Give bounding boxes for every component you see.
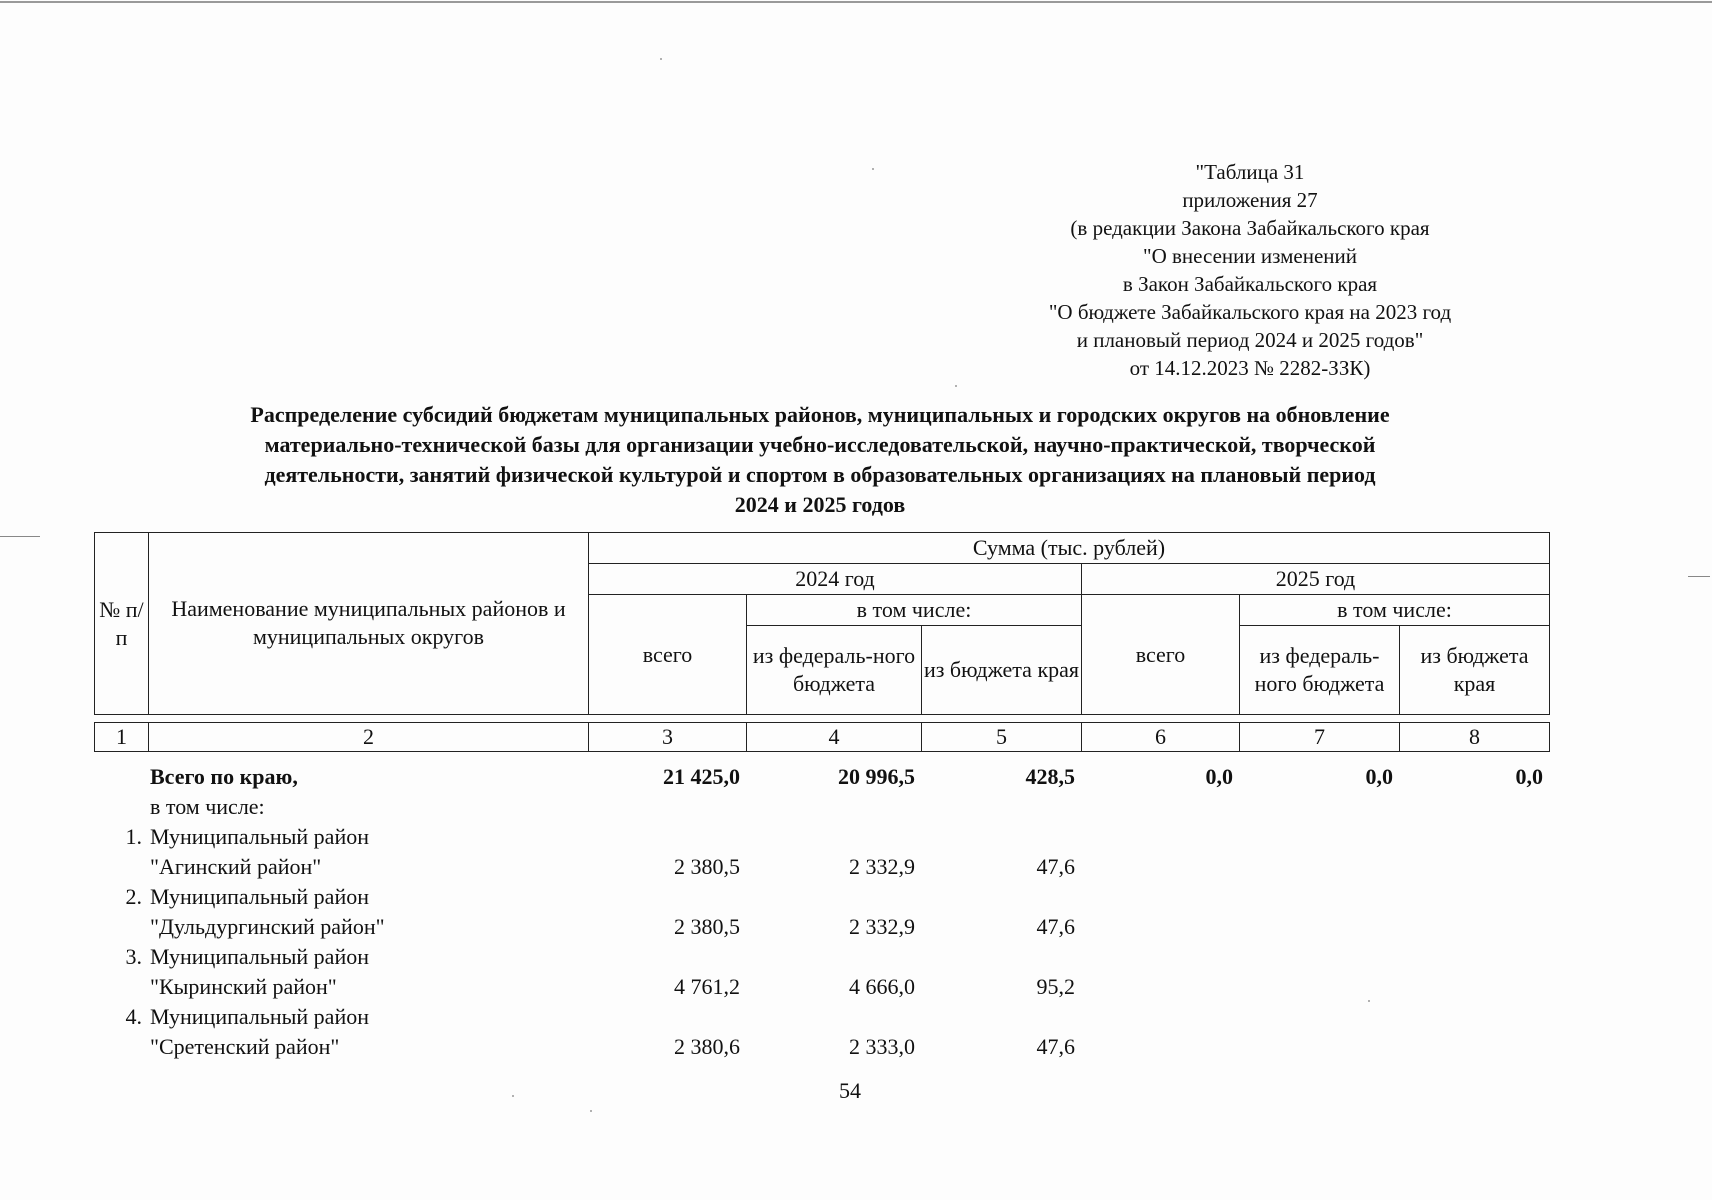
title-line: 2024 и 2025 годов (734, 492, 906, 517)
row-number: 3. (125, 944, 142, 969)
value-regional-2024: 95,2 (1036, 974, 1075, 999)
total-value: 20 996,5 (838, 764, 915, 789)
preamble-line: от 14.12.2023 № 2282-ЗЗК) (1129, 356, 1371, 380)
scan-left-mark (0, 536, 40, 537)
district-type: Муниципальный район (150, 824, 369, 849)
table-row (94, 822, 1549, 852)
value-total-2024: 2 380,5 (674, 854, 740, 879)
table-row (94, 1032, 1549, 1062)
column-number: 8 (1400, 723, 1550, 752)
table-row (94, 972, 1549, 1002)
header-federal-2025: из федераль-ного бюджета (1240, 626, 1400, 715)
preamble-line: (в редакции Закона Забайкальского края (1070, 216, 1430, 240)
total-value: 0,0 (1205, 764, 1233, 789)
row-number: 1. (125, 824, 142, 849)
column-number: 6 (1082, 723, 1240, 752)
district-name: "Агинский район" (150, 854, 322, 879)
scan-top-edge (0, 1, 1712, 3)
district-type: Муниципальный район (150, 1004, 369, 1029)
value-regional-2024: 47,6 (1036, 1034, 1075, 1059)
column-number: 7 (1240, 723, 1400, 752)
preamble-line: и плановый период 2024 и 2025 годов" (1076, 328, 1424, 352)
value-regional-2024: 47,6 (1036, 914, 1075, 939)
district-type: Муниципальный район (150, 884, 369, 909)
preamble-line: в Закон Забайкальского края (1122, 272, 1378, 296)
document-title (100, 400, 1540, 520)
including-row (94, 792, 1549, 822)
header-sum: Сумма (тыс. рублей) (589, 533, 1550, 564)
row-number: 4. (125, 1004, 142, 1029)
value-total-2024: 2 380,6 (674, 1034, 740, 1059)
header-total-2024: всего (589, 595, 747, 715)
header-regional-2024: из бюджета края (922, 626, 1082, 715)
table-row (94, 852, 1549, 882)
column-number: 5 (922, 723, 1082, 752)
scan-speck (955, 385, 957, 387)
table-row (94, 912, 1549, 942)
row-number: 2. (125, 884, 142, 909)
table-row (94, 1002, 1549, 1032)
total-value: 428,5 (1025, 764, 1075, 789)
title-line: деятельности, занятий физической культурой и спортом в образовательных организациях на плановый период (264, 462, 1376, 487)
value-federal-2024: 2 333,0 (849, 1034, 915, 1059)
value-federal-2024: 4 666,0 (849, 974, 915, 999)
preamble-line: "Таблица 31 (1195, 160, 1305, 184)
table-reference-note (960, 158, 1540, 382)
table-row (94, 882, 1549, 912)
including-label: в том числе: (150, 794, 265, 819)
value-total-2024: 2 380,5 (674, 914, 740, 939)
district-name: "Сретенский район" (150, 1034, 340, 1059)
preamble-line: "О внесении изменений (1143, 244, 1357, 268)
table-header (94, 532, 1550, 715)
header-including-2025: в том числе: (1240, 595, 1550, 626)
header-federal-2024: из федераль-ного бюджета (747, 626, 922, 715)
header-year-2025: 2025 год (1082, 564, 1550, 595)
header-year-2024: 2024 год (589, 564, 1082, 595)
header-including-2024: в том числе: (747, 595, 1082, 626)
district-name: "Кыринский район" (150, 974, 337, 999)
scan-speck (660, 58, 662, 60)
column-number: 3 (589, 723, 747, 752)
value-federal-2024: 2 332,9 (849, 854, 915, 879)
column-number: 1 (95, 723, 149, 752)
value-federal-2024: 2 332,9 (849, 914, 915, 939)
total-value: 21 425,0 (663, 764, 740, 789)
scan-right-mark (1688, 576, 1710, 577)
title-line: Распределение субсидий бюджетам муниципальных районов, муниципальных и городских округов на обновление (250, 402, 1390, 427)
total-value: 0,0 (1515, 764, 1543, 789)
header-name: Наименование муниципальных районов и муниципальных округов (149, 533, 589, 715)
total-value: 0,0 (1365, 764, 1393, 789)
column-number: 4 (747, 723, 922, 752)
data-table (94, 762, 1549, 1062)
total-row (94, 762, 1549, 792)
district-name: "Дульдургинский район" (150, 914, 385, 939)
value-regional-2024: 47,6 (1036, 854, 1075, 879)
page-number: 54 (839, 1078, 861, 1103)
value-total-2024: 4 761,2 (674, 974, 740, 999)
preamble-line: "О бюджете Забайкальского края на 2023 год (1048, 300, 1452, 324)
scan-speck (512, 1095, 514, 1097)
preamble-line: приложения 27 (1182, 188, 1318, 212)
table-row (94, 942, 1549, 972)
title-line: материально-технической базы для организации учебно-исследовательской, научно-практической, творческой (264, 432, 1376, 457)
column-number-row (94, 722, 1550, 752)
header-number: № п/п (95, 533, 149, 715)
scan-speck (872, 168, 874, 170)
total-label: Всего по краю, (150, 764, 298, 789)
column-number: 2 (149, 723, 589, 752)
district-type: Муниципальный район (150, 944, 369, 969)
header-total-2025: всего (1082, 595, 1240, 715)
scan-speck (590, 1110, 592, 1112)
header-regional-2025: из бюджета края (1400, 626, 1550, 715)
